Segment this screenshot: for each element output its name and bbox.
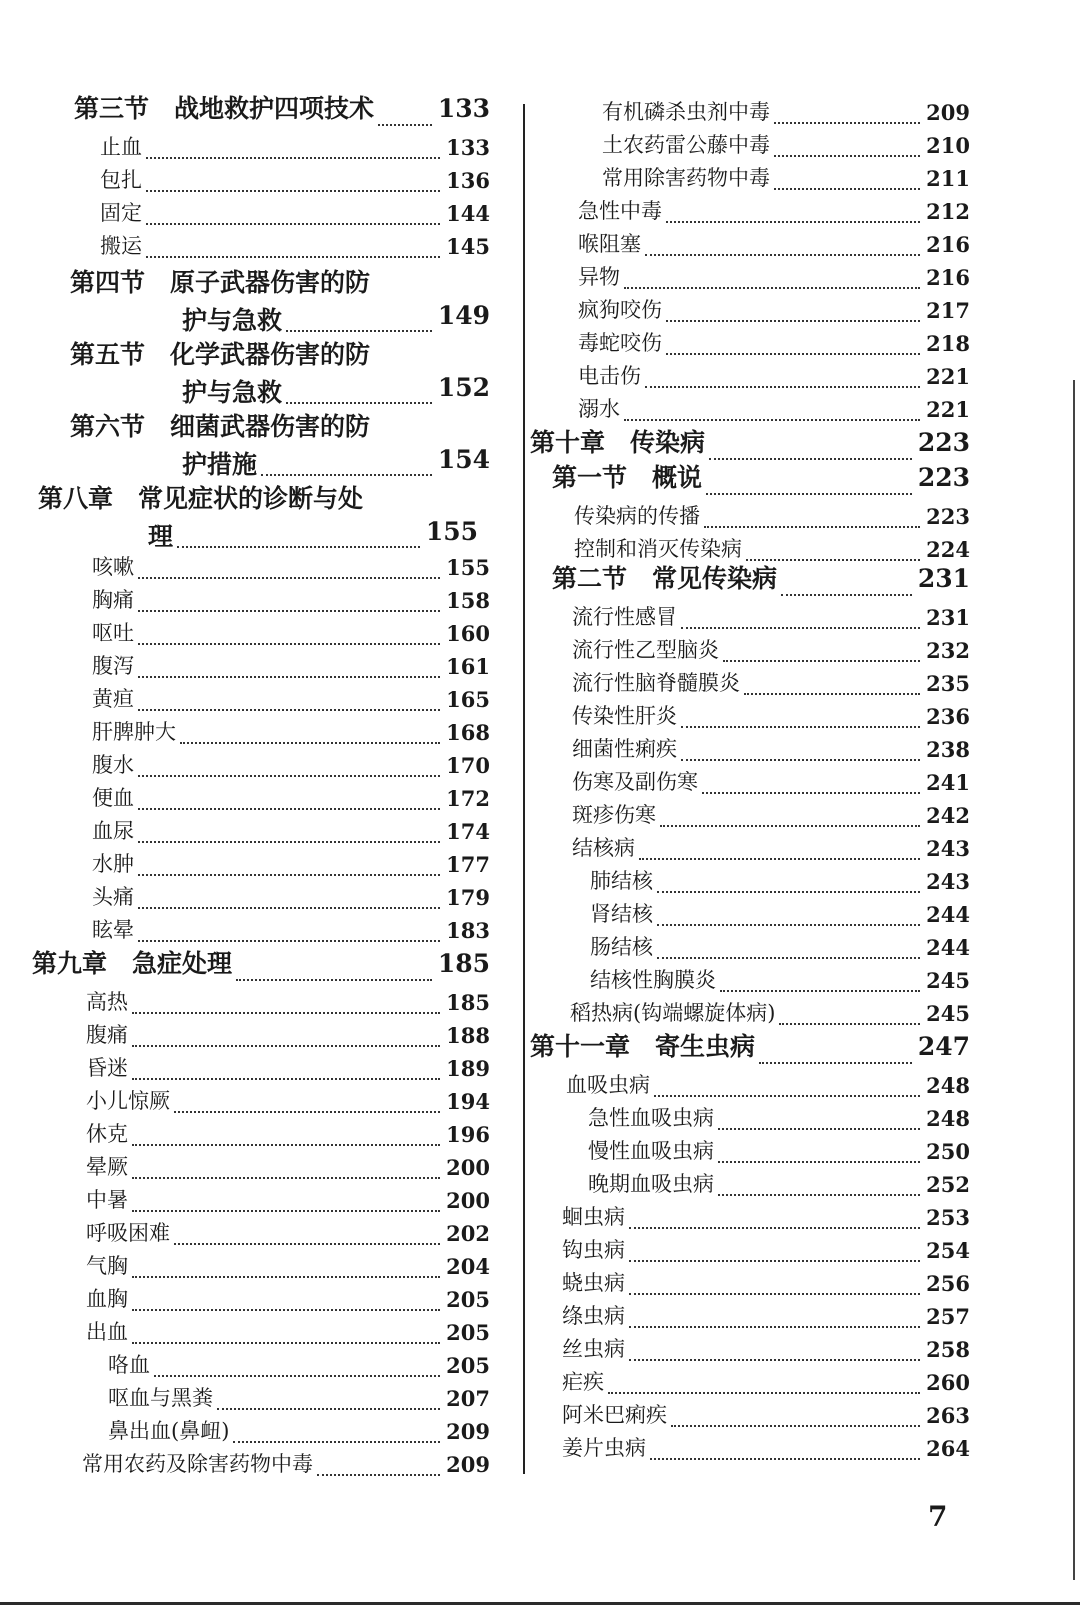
toc-item <box>30 1184 490 1217</box>
toc-item <box>30 131 490 164</box>
toc-item-label: 溺水 <box>578 397 620 421</box>
leader-dots <box>217 1408 440 1410</box>
toc-item-schistosomiasis: 血吸虫病 248 <box>566 1073 970 1098</box>
leader-dots <box>132 1012 440 1014</box>
toc-item <box>30 716 490 749</box>
toc-item-page: 244 <box>926 935 970 960</box>
chapter-8-items <box>30 551 490 947</box>
toc-item <box>30 1382 490 1415</box>
toc-item-page: 218 <box>926 331 970 356</box>
toc-item-label: 疯狗咬伤 <box>578 298 662 322</box>
toc-item <box>30 881 490 914</box>
toc-item <box>30 197 490 230</box>
toc-item-label: 肺结核 <box>590 869 653 893</box>
toc-item-page: 260 <box>926 1370 970 1395</box>
toc-chapter-9: 第九章 急症处理 185 <box>30 947 490 986</box>
toc-item-page: 221 <box>926 397 970 422</box>
toc-item-page: 189 <box>446 1056 490 1081</box>
toc-item-page: 244 <box>926 902 970 927</box>
toc-item-page: 172 <box>446 786 490 811</box>
leader-dots <box>629 1227 920 1229</box>
leader-dots <box>746 559 920 561</box>
toc-item-label: 晚期血吸虫病 <box>588 1172 714 1196</box>
toc-item-page: 188 <box>446 1023 490 1048</box>
toc-item <box>530 1366 970 1399</box>
toc-item-label: 咳嗽 <box>92 555 134 579</box>
toc-item-page: 257 <box>926 1304 970 1329</box>
toc-item-page: 243 <box>926 836 970 861</box>
toc-item-leptospirosis: 稻热病(钩端螺旋体病) 245 <box>570 1001 970 1026</box>
toc-item-page: 136 <box>446 168 490 193</box>
leader-dots <box>629 1260 920 1262</box>
toc-item <box>530 1333 970 1366</box>
toc-item-page: 231 <box>926 605 970 630</box>
toc-item-label: 呕吐 <box>92 621 134 645</box>
leader-dots <box>138 808 440 810</box>
toc-item <box>30 230 490 263</box>
leader-dots <box>681 759 920 761</box>
toc-item-label: 结核病 <box>572 836 635 860</box>
toc-item-page: 232 <box>926 638 970 663</box>
toc-item-page: 165 <box>446 687 490 712</box>
leader-dots <box>138 709 440 711</box>
leader-dots <box>629 1359 920 1361</box>
leader-dots <box>138 610 440 612</box>
toc-item-label: 搬运 <box>100 234 142 258</box>
toc-item-label: 电击伤 <box>578 364 641 388</box>
toc-item-page: 263 <box>926 1403 970 1428</box>
toc-item-label: 眩晕 <box>92 918 134 942</box>
leader-dots <box>774 122 920 124</box>
toc-item-page: 200 <box>446 1188 490 1213</box>
toc-item <box>30 1118 490 1151</box>
page-number: 7 <box>928 1500 948 1533</box>
toc-item-label: 胸痛 <box>92 588 134 612</box>
toc-item-page: 243 <box>926 869 970 894</box>
leader-dots <box>132 1177 440 1179</box>
leader-dots <box>657 891 920 893</box>
toc-item <box>30 1415 490 1448</box>
toc-item-label: 小儿惊厥 <box>86 1089 170 1113</box>
toc-item-page: 209 <box>446 1419 490 1444</box>
toc-item-page: 155 <box>446 555 490 580</box>
leader-dots <box>608 1392 920 1394</box>
leader-dots <box>681 726 920 728</box>
toc-item <box>30 1151 490 1184</box>
toc-item-label: 传染性肝炎 <box>572 704 677 728</box>
leader-dots <box>132 1210 440 1212</box>
toc-item-page: 185 <box>446 990 490 1015</box>
toc-ch10-section-1: 第一节 概说 223 <box>530 465 970 500</box>
leader-dots <box>132 1276 440 1278</box>
toc-item-label: 阿米巴痢疾 <box>562 1403 667 1427</box>
leader-dots <box>645 254 920 256</box>
leader-dots <box>774 188 920 190</box>
leader-dots <box>624 419 920 421</box>
toc-item <box>530 667 970 700</box>
toc-item-label: 腹泻 <box>92 654 134 678</box>
toc-item-label: 结核性胸膜炎 <box>590 968 716 992</box>
toc-item-page: 170 <box>446 753 490 778</box>
leader-dots <box>174 1111 440 1113</box>
toc-item-label: 肠结核 <box>590 935 653 959</box>
toc-item-page: 168 <box>446 720 490 745</box>
leader-dots <box>138 676 440 678</box>
leader-dots <box>180 742 440 744</box>
toc-item-label: 流行性感冒 <box>572 605 677 629</box>
toc-item <box>530 700 970 733</box>
toc-item <box>530 634 970 667</box>
toc-item-page: 133 <box>446 135 490 160</box>
toc-section-6: 第六节 细菌武器伤害的防 护措施 154 <box>70 412 490 479</box>
leader-dots <box>233 1441 440 1443</box>
toc-item <box>530 228 970 261</box>
leader-dots <box>629 1293 920 1295</box>
ch10-section-2-items <box>530 601 970 865</box>
leader-dots <box>666 353 920 355</box>
toc-item-label: 呕血与黑粪 <box>108 1386 213 1410</box>
leader-dots <box>629 1326 920 1328</box>
leader-dots <box>723 660 920 662</box>
toc-item-label: 蛲虫病 <box>562 1271 625 1295</box>
leader-dots <box>138 907 440 909</box>
toc-item-label: 晕厥 <box>86 1155 128 1179</box>
toc-item-page: 209 <box>926 100 970 125</box>
column-divider <box>523 104 525 1474</box>
leader-dots <box>132 1078 440 1080</box>
toc-item-label: 血尿 <box>92 819 134 843</box>
toc-chapter-11: 第十一章 寄生虫病 247 <box>530 1030 970 1069</box>
toc-item <box>530 931 970 964</box>
toc-item <box>530 327 970 360</box>
toc-item-label: 血胸 <box>86 1287 128 1311</box>
toc-item-page: 253 <box>926 1205 970 1230</box>
toc-item-label: 钩虫病 <box>562 1238 625 1262</box>
toc-item <box>530 1300 970 1333</box>
toc-item-page: 256 <box>926 1271 970 1296</box>
toc-item-label: 止血 <box>100 135 142 159</box>
toc-ch10-section-2: 第二节 常见传染病 231 <box>530 566 970 601</box>
toc-item-label: 呼吸困难 <box>86 1221 170 1245</box>
page-edge-line <box>1073 380 1075 1580</box>
leader-dots <box>138 841 440 843</box>
toc-item-page: 144 <box>446 201 490 226</box>
toc-item-page: 202 <box>446 1221 490 1246</box>
toc-item-page: 235 <box>926 671 970 696</box>
toc-item <box>30 1019 490 1052</box>
toc-item-page: 161 <box>446 654 490 679</box>
toc-item-page: 210 <box>926 133 970 158</box>
toc-item-label: 毒蛇咬伤 <box>578 331 662 355</box>
toc-item-label: 鼻出血(鼻衄) <box>108 1419 230 1443</box>
toc-item <box>30 986 490 1019</box>
leader-dots <box>146 256 440 258</box>
toc-item-page: 211 <box>926 166 970 191</box>
toc-item-page: 183 <box>446 918 490 943</box>
toc-item-label: 传染病的传播 <box>574 504 700 528</box>
toc-item <box>30 782 490 815</box>
toc-item-label: 控制和消灭传染病 <box>574 537 742 561</box>
emergency-items <box>530 195 970 426</box>
leader-dots <box>657 924 920 926</box>
leader-dots <box>666 320 920 322</box>
toc-item-label: 喉阻塞 <box>578 232 641 256</box>
right-column <box>530 96 970 1465</box>
leader-dots <box>138 940 440 942</box>
toc-item-page: 236 <box>926 704 970 729</box>
leader-dots <box>645 386 920 388</box>
toc-item-label: 咯血 <box>108 1353 150 1377</box>
toc-item-page: 205 <box>446 1353 490 1378</box>
leader-dots <box>702 792 920 794</box>
toc-item <box>530 1234 970 1267</box>
toc-item-page: 224 <box>926 537 970 562</box>
toc-item <box>530 1267 970 1300</box>
toc-item-page: 223 <box>926 504 970 529</box>
leader-dots <box>146 190 440 192</box>
toc-item-label: 包扎 <box>100 168 142 192</box>
toc-item-page: 217 <box>926 298 970 323</box>
leader-dots <box>660 825 920 827</box>
toc-item-page: 238 <box>926 737 970 762</box>
toc-item <box>530 393 970 426</box>
toc-item <box>30 1217 490 1250</box>
toc-item-page: 196 <box>446 1122 490 1147</box>
toc-item-label: 固定 <box>100 201 142 225</box>
leader-dots <box>671 1425 920 1427</box>
toc-item-pesticide-poisoning: 常用农药及除害药物中毒 209 <box>82 1452 490 1477</box>
toc-item-label: 斑疹伤寒 <box>572 803 656 827</box>
toc-item-page: 216 <box>926 265 970 290</box>
toc-item <box>530 1168 970 1201</box>
toc-item-label: 高热 <box>86 990 128 1014</box>
leader-dots <box>774 155 920 157</box>
toc-item-label: 急性中毒 <box>578 199 662 223</box>
toc-item <box>30 848 490 881</box>
toc-item <box>530 1201 970 1234</box>
tuberculosis-items <box>530 865 970 997</box>
toc-item <box>30 1316 490 1349</box>
toc-item-page: 264 <box>926 1436 970 1461</box>
toc-item-page: 241 <box>926 770 970 795</box>
leader-dots <box>138 577 440 579</box>
toc-item-page: 145 <box>446 234 490 259</box>
toc-item-label: 肾结核 <box>590 902 653 926</box>
toc-item-label: 肝脾肿大 <box>92 720 176 744</box>
toc-item <box>530 1399 970 1432</box>
toc-item-label: 腹水 <box>92 753 134 777</box>
toc-item-label: 休克 <box>86 1122 128 1146</box>
leader-dots <box>132 1045 440 1047</box>
chapter-11-items <box>530 1201 970 1465</box>
leader-dots <box>681 627 920 629</box>
toc-item <box>530 898 970 931</box>
leader-dots <box>132 1342 440 1344</box>
toc-item <box>530 96 970 129</box>
toc-item <box>530 766 970 799</box>
chapter-9-items <box>30 986 490 1349</box>
toc-item-page: 205 <box>446 1320 490 1345</box>
leader-dots <box>146 223 440 225</box>
toc-item <box>30 617 490 650</box>
toc-item <box>530 1432 970 1465</box>
toc-item <box>30 1085 490 1118</box>
toc-item-page: 248 <box>926 1106 970 1131</box>
leader-dots <box>138 775 440 777</box>
toc-item-page: 245 <box>926 968 970 993</box>
pesticide-items <box>530 96 970 195</box>
section-3-items <box>30 131 490 263</box>
toc-section-4: 第四节 原子武器伤害的防 护与急救 149 <box>70 268 490 335</box>
leader-dots <box>650 1458 920 1460</box>
toc-item-label: 伤寒及副伤寒 <box>572 770 698 794</box>
toc-item <box>530 294 970 327</box>
toc-item <box>30 650 490 683</box>
toc-item <box>530 533 970 566</box>
leader-dots <box>624 287 920 289</box>
toc-item <box>30 1052 490 1085</box>
toc-item <box>530 832 970 865</box>
toc-item <box>530 360 970 393</box>
toc-item-label: 绦虫病 <box>562 1304 625 1328</box>
schistosomiasis-items <box>530 1102 970 1201</box>
leader-dots <box>657 957 920 959</box>
toc-item <box>30 164 490 197</box>
toc-item <box>530 1135 970 1168</box>
toc-item <box>530 799 970 832</box>
toc-item-page: 242 <box>926 803 970 828</box>
toc-item-label: 丝虫病 <box>562 1337 625 1361</box>
toc-item-label: 疟疾 <box>562 1370 604 1394</box>
leader-dots <box>132 1144 440 1146</box>
toc-item-label: 细菌性痢疾 <box>572 737 677 761</box>
toc-item-label: 慢性血吸虫病 <box>588 1139 714 1163</box>
toc-item-page: 221 <box>926 364 970 389</box>
toc-item-label: 异物 <box>578 265 620 289</box>
toc-item-label: 黄疸 <box>92 687 134 711</box>
toc-item <box>30 1250 490 1283</box>
toc-item-label: 流行性乙型脑炎 <box>572 638 719 662</box>
toc-item-label: 头痛 <box>92 885 134 909</box>
toc-item <box>530 195 970 228</box>
toc-item-page: 179 <box>446 885 490 910</box>
leader-dots <box>718 1128 920 1130</box>
ch10-section-1-items <box>530 500 970 566</box>
toc-section-5: 第五节 化学武器伤害的防 护与急救 152 <box>70 340 490 407</box>
toc-item-page: 160 <box>446 621 490 646</box>
toc-item <box>530 1102 970 1135</box>
leader-dots <box>174 1243 440 1245</box>
leader-dots <box>718 1161 920 1163</box>
toc-chapter-8: 第八章 常见症状的诊断与处 理 155 <box>38 484 478 551</box>
toc-item <box>30 1349 490 1382</box>
toc-item <box>30 551 490 584</box>
toc-item-label: 有机磷杀虫剂中毒 <box>602 100 770 124</box>
toc-item <box>30 914 490 947</box>
bottom-edge <box>0 1602 1080 1605</box>
toc-item-label: 姜片虫病 <box>562 1436 646 1460</box>
leader-dots <box>138 874 440 876</box>
toc-item-page: 216 <box>926 232 970 257</box>
toc-item-label: 急性血吸虫病 <box>588 1106 714 1130</box>
toc-item <box>530 261 970 294</box>
toc-item <box>30 749 490 782</box>
toc-item <box>530 162 970 195</box>
toc-item <box>30 584 490 617</box>
left-column <box>30 96 490 1481</box>
toc-item-page: 254 <box>926 1238 970 1263</box>
leader-dots <box>146 157 440 159</box>
leader-dots <box>639 858 920 860</box>
toc-item-label: 蛔虫病 <box>562 1205 625 1229</box>
toc-item-page: 207 <box>446 1386 490 1411</box>
toc-item <box>530 500 970 533</box>
toc-item <box>530 733 970 766</box>
toc-item <box>530 865 970 898</box>
toc-item <box>530 129 970 162</box>
toc-item-page: 205 <box>446 1287 490 1312</box>
leader-dots <box>138 643 440 645</box>
toc-item-page: 212 <box>926 199 970 224</box>
toc-item-page: 174 <box>446 819 490 844</box>
toc-item-label: 水肿 <box>92 852 134 876</box>
toc-item <box>30 815 490 848</box>
toc-item-page: 258 <box>926 1337 970 1362</box>
toc-item-page: 194 <box>446 1089 490 1114</box>
leader-dots <box>154 1375 440 1377</box>
toc-item-label: 出血 <box>86 1320 128 1344</box>
toc-item <box>30 1283 490 1316</box>
toc-item-page: 252 <box>926 1172 970 1197</box>
toc-item-page: 204 <box>446 1254 490 1279</box>
toc-item-label: 腹痛 <box>86 1023 128 1047</box>
toc-item <box>530 964 970 997</box>
toc-item-page: 250 <box>926 1139 970 1164</box>
toc-item-label: 中暑 <box>86 1188 128 1212</box>
toc-item-label: 昏迷 <box>86 1056 128 1080</box>
toc-item-label: 流行性脑脊髓膜炎 <box>572 671 740 695</box>
leader-dots <box>704 526 920 528</box>
bleeding-items <box>30 1349 490 1448</box>
toc-item-page: 158 <box>446 588 490 613</box>
leader-dots <box>744 693 920 695</box>
toc-section-3: 第三节 战地救护四项技术 133 <box>30 96 490 131</box>
leader-dots <box>666 221 920 223</box>
toc-item-page: 200 <box>446 1155 490 1180</box>
leader-dots <box>718 1194 920 1196</box>
leader-dots <box>132 1309 440 1311</box>
toc-item <box>530 601 970 634</box>
toc-item-label: 便血 <box>92 786 134 810</box>
toc-item-label: 常用除害药物中毒 <box>602 166 770 190</box>
toc-item-label: 土农药雷公藤中毒 <box>602 133 770 157</box>
toc-item <box>30 683 490 716</box>
toc-chapter-10: 第十章 传染病 223 <box>530 426 970 465</box>
leader-dots <box>720 990 920 992</box>
toc-item-page: 177 <box>446 852 490 877</box>
toc-item-label: 气胸 <box>86 1254 128 1278</box>
